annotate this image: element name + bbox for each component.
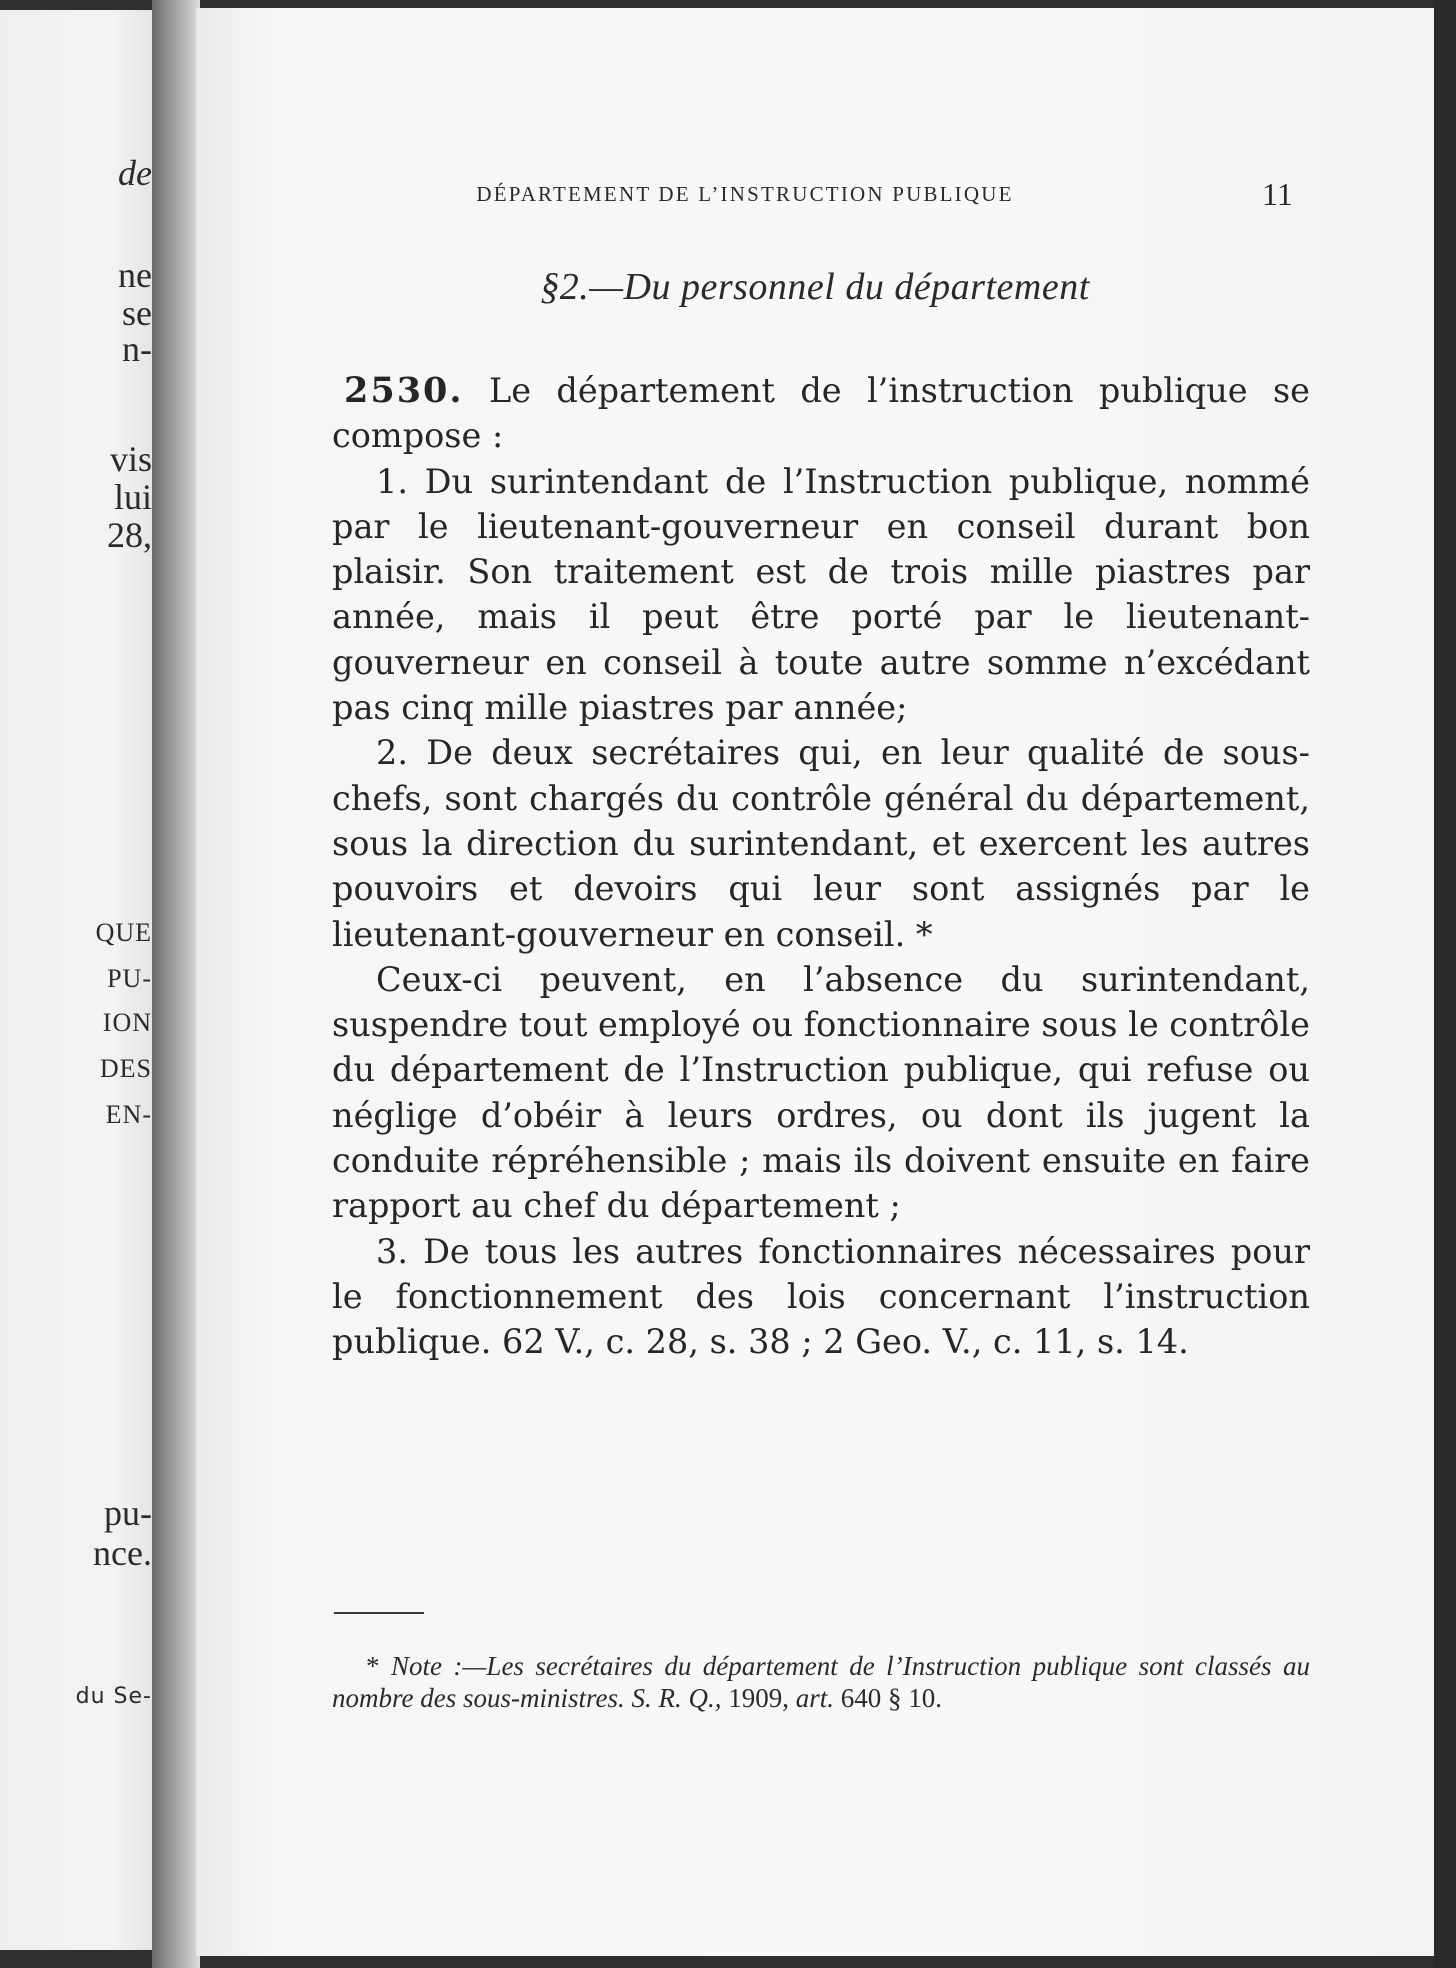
- article-intro: [332, 368, 1310, 459]
- page-edge: [1434, 0, 1456, 1968]
- article-paragraph: 1. Du surintendant de l’Instruction publique, nommé par le lieutenant-gouverneur en conseil durant bon plaisir. Son traitement est de trois mille piastres par année, mais il peut être porté par le lieutenant-gouverneur en conseil à toute autre somme n’excédant pas cinq mille piastres par année;: [332, 461, 1310, 728]
- article-body: [332, 368, 1310, 1365]
- left-fragment: ne: [118, 255, 152, 295]
- article-number: 2530.: [344, 370, 464, 411]
- running-head: DÉPARTEMENT DE L’INSTRUCTION PUBLIQUE: [476, 182, 1014, 206]
- article-paragraph: Ceux-ci peuvent, en l’absence du surintendant, suspendre tout employé ou fonctionnaire sous le contrôle du département de l’Instruction publique, qui refuse ou néglige d’obéir à leurs ordres, ou dont ils jugent la conduite répréhensible ; mais ils doivent ensuite en faire rapport au chef du département ;: [332, 959, 1310, 1226]
- footnote-year: 1909,: [721, 1683, 796, 1713]
- left-fragment: n-: [122, 329, 152, 369]
- footnote-art-label: art.: [795, 1683, 834, 1713]
- page-number: 11: [1262, 176, 1293, 212]
- left-facing-page: [0, 10, 160, 1950]
- article-intro-text: Le département de l’instruction publique se compose :: [332, 371, 1310, 456]
- section-title: §2.—Du personnel du département: [540, 266, 1090, 308]
- book-gutter-shadow: [152, 0, 200, 1968]
- left-fragment: PU-: [107, 964, 152, 993]
- article-paragraph: 3. De tous les autres fonctionnaires nécessaires pour le fonctionnement des lois concernant l’instruction publique. 62 V., c. 28, s. 38 ; 2 Geo. V., c. 11, s. 14.: [332, 1231, 1310, 1362]
- left-fragment: ION: [102, 1008, 152, 1037]
- article-paragraph: 2. De deux secrétaires qui, en leur qualité de sous-chefs, sont chargés du contrôle général du département, sous la direction du surintendant, et exercent les autres pouvoirs et devoirs qui leur sont assignés par le lieutenant-gouverneur en conseil. *: [332, 733, 1310, 954]
- footnote: [332, 1650, 1310, 1714]
- footnote-rule: [334, 1612, 424, 1614]
- left-fragment: lui: [113, 477, 152, 517]
- left-fragment: du Se-: [75, 1684, 152, 1709]
- left-fragment: vis: [109, 439, 152, 479]
- left-fragment: de: [118, 153, 152, 193]
- footnote-reference: 640 § 10.: [834, 1683, 942, 1713]
- footnote-italic-text: Note :—Les secrétaires du département de l’Instruction publique sont classés au nombre des sous-ministres. S. R. Q.,: [332, 1651, 1310, 1713]
- left-fragment: nce.: [93, 1533, 152, 1573]
- left-fragment: pu-: [104, 1493, 152, 1533]
- left-fragment: 28,: [107, 515, 152, 555]
- left-fragment: DES: [99, 1054, 152, 1083]
- footnote-paragraph: [332, 1650, 1310, 1714]
- left-fragment: se: [122, 293, 152, 333]
- left-fragment: QUE: [95, 918, 152, 947]
- left-fragment: EN-: [105, 1100, 152, 1129]
- footnote-marker: *: [366, 1651, 391, 1681]
